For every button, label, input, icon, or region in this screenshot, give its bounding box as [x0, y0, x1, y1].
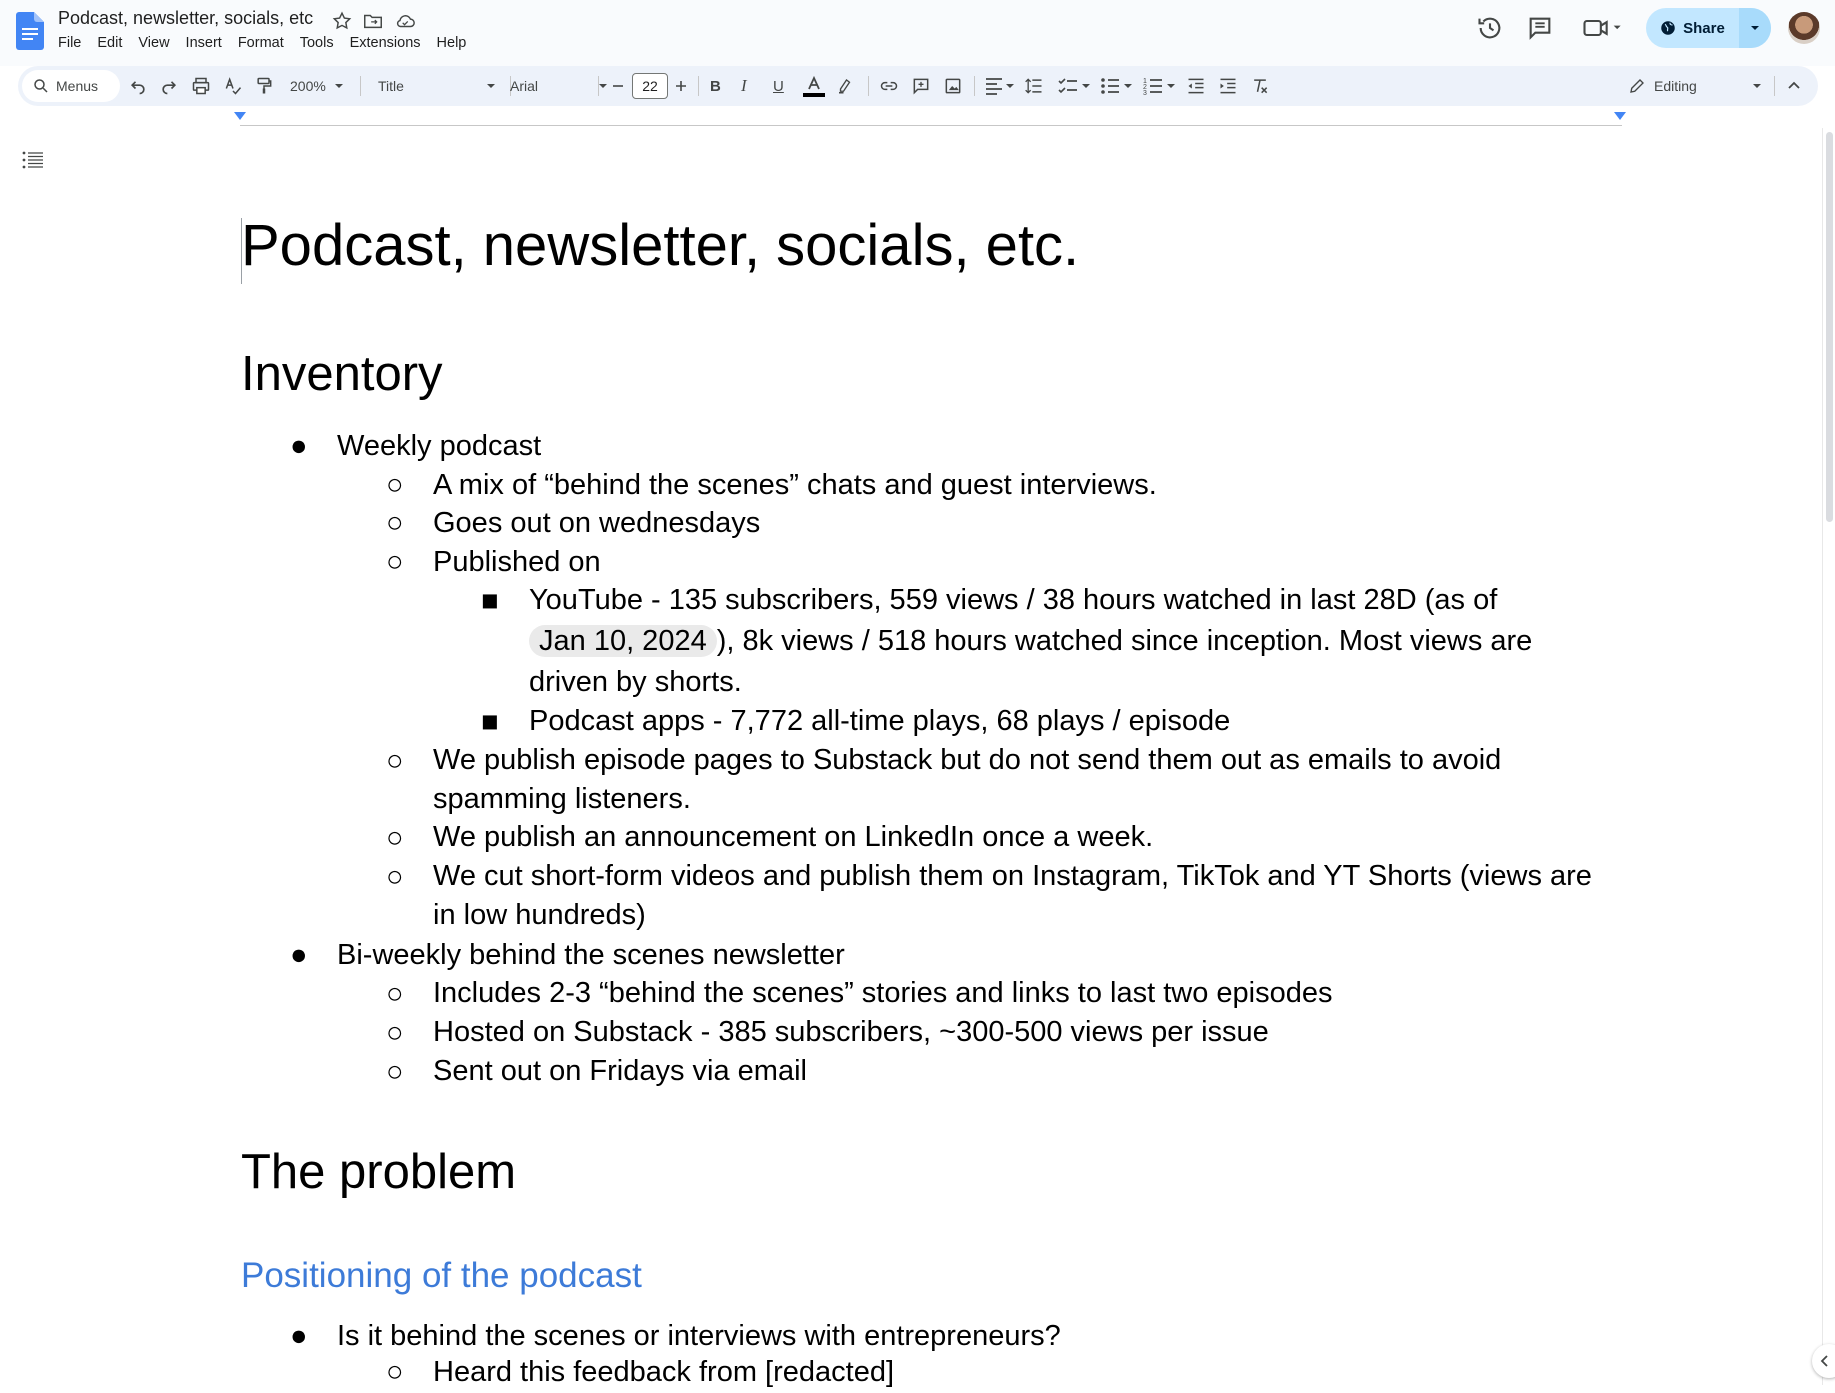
meet-icon[interactable]	[1580, 14, 1624, 42]
caret-down-icon	[1749, 22, 1761, 34]
left-indent-marker[interactable]	[234, 112, 246, 120]
bullet-circle: ○	[386, 469, 404, 501]
bullet-disc: ●	[290, 430, 308, 462]
bulleted-list-icon[interactable]	[1100, 66, 1134, 106]
move-folder-icon[interactable]	[362, 10, 384, 32]
menu-view[interactable]: View	[138, 35, 170, 51]
side-panel-toggle-button[interactable]	[1812, 1344, 1835, 1378]
pencil-icon	[1628, 77, 1646, 95]
font-value: Arial	[510, 78, 539, 94]
italic-icon[interactable]: I	[741, 76, 747, 95]
share-main[interactable]	[1646, 8, 1738, 48]
menu-bar	[58, 35, 482, 51]
list-item[interactable]: We cut short-form videos and publish them on Instagram, TikTok and YT Shorts (views are	[433, 860, 1592, 892]
search-icon	[32, 77, 50, 95]
bullet-circle: ○	[386, 507, 404, 539]
zoom-value: 200%	[290, 78, 326, 94]
bullet-circle: ○	[386, 1017, 404, 1049]
list-item[interactable]: Published on	[433, 546, 601, 578]
scrollbar-thumb[interactable]	[1826, 132, 1833, 522]
underline-icon[interactable]: U	[773, 77, 784, 95]
list-item-continuation[interactable]: spamming listeners.	[433, 783, 691, 815]
line-spacing-icon[interactable]	[1024, 66, 1044, 106]
style-value: Title	[378, 78, 404, 94]
caret-down-icon	[1752, 81, 1762, 91]
undo-icon[interactable]	[128, 66, 148, 106]
heading-inventory[interactable]: Inventory	[241, 347, 443, 401]
list-item[interactable]: Bi-weekly behind the scenes newsletter	[337, 939, 845, 971]
list-item[interactable]: Heard this feedback from [redacted]	[433, 1356, 895, 1388]
menu-extensions[interactable]: Extensions	[349, 35, 421, 51]
increase-font-size-icon[interactable]	[673, 66, 689, 106]
increase-indent-icon[interactable]	[1218, 66, 1238, 106]
globe-icon	[1659, 19, 1677, 37]
separator	[698, 76, 699, 96]
app-header	[0, 0, 1835, 66]
toolbar	[18, 66, 1818, 106]
share-dropdown[interactable]	[1739, 8, 1771, 48]
search-placeholder: Menus	[56, 78, 99, 94]
bullet-square: ■	[481, 706, 499, 738]
list-item[interactable]: We publish an announcement on LinkedIn once a week.	[433, 821, 1154, 853]
document-outline-icon[interactable]	[22, 150, 44, 170]
chevron-left-icon	[1820, 1355, 1830, 1367]
list-item[interactable]: YouTube - 135 subscribers, 559 views / 38 hours watched in last 28D (as of	[529, 584, 1498, 616]
menu-edit[interactable]: Edit	[97, 35, 123, 51]
text-span: ), 8k views / 518 hours watched since inception. Most views are	[716, 625, 1533, 657]
collapse-menus-icon[interactable]	[1786, 66, 1802, 106]
share-label: Share	[1683, 19, 1725, 37]
list-item[interactable]: Is it behind the scenes or interviews with entrepreneurs?	[337, 1320, 1061, 1352]
print-icon[interactable]	[191, 66, 211, 106]
search-menus-input[interactable]	[22, 70, 120, 102]
bullet-circle: ○	[386, 745, 404, 777]
list-item[interactable]: Hosted on Substack - 385 subscribers, ~300-500 views per issue	[433, 1016, 1269, 1048]
list-item[interactable]: We publish episode pages to Substack but do not send them out as emails to avoid	[433, 744, 1502, 776]
bold-icon[interactable]: B	[710, 77, 721, 95]
version-history-icon[interactable]	[1476, 14, 1504, 42]
separator	[360, 76, 361, 96]
caret-down-icon	[486, 81, 496, 91]
list-item[interactable]: Sent out on Fridays via email	[433, 1055, 807, 1087]
comments-icon[interactable]	[1526, 14, 1554, 42]
add-comment-icon[interactable]	[911, 66, 931, 106]
bullet-circle: ○	[386, 1056, 404, 1088]
menu-help[interactable]: Help	[436, 35, 467, 51]
document-heading-title[interactable]: Podcast, newsletter, socials, etc.	[241, 213, 1080, 278]
spellcheck-icon[interactable]	[223, 66, 243, 106]
list-item[interactable]: A mix of “behind the scenes” chats and guest interviews.	[433, 469, 1157, 501]
star-icon[interactable]	[331, 10, 353, 32]
numbered-list-icon[interactable]	[1143, 66, 1177, 106]
docs-logo-icon[interactable]	[16, 12, 44, 50]
list-item[interactable]: Podcast apps - 7,772 all-time plays, 68 plays / episode	[529, 705, 1231, 737]
list-item[interactable]: Goes out on wednesdays	[433, 507, 761, 539]
bullet-circle: ○	[386, 822, 404, 854]
svg-text:2: 2	[1143, 84, 1147, 91]
document-title[interactable]: Podcast, newsletter, socials, etc	[58, 8, 314, 28]
decrease-font-size-icon[interactable]	[610, 66, 626, 106]
menu-format[interactable]: Format	[237, 35, 284, 51]
avatar[interactable]	[1788, 12, 1820, 44]
caret-down-icon	[334, 81, 344, 91]
date-chip[interactable]: Jan 10, 2024	[529, 625, 717, 657]
editing-mode-select[interactable]	[1628, 66, 1772, 106]
text-color-icon[interactable]	[803, 66, 825, 106]
svg-text:3: 3	[1143, 90, 1147, 96]
cloud-saved-icon[interactable]	[394, 10, 416, 32]
separator	[868, 76, 869, 96]
font-select[interactable]	[510, 66, 608, 106]
menu-insert[interactable]: Insert	[185, 35, 222, 51]
style-select[interactable]	[378, 66, 496, 106]
list-item[interactable]: Includes 2-3 “behind the scenes” stories and links to last two episodes	[433, 977, 1333, 1009]
checklist-icon[interactable]	[1058, 66, 1092, 106]
svg-text:1: 1	[1143, 78, 1147, 85]
list-item-continuation[interactable]: driven by shorts.	[529, 666, 742, 698]
zoom-select[interactable]	[290, 66, 344, 106]
subheading-positioning[interactable]: Positioning of the podcast	[241, 1256, 642, 1295]
clear-formatting-icon[interactable]	[1250, 66, 1270, 106]
editing-mode-label: Editing	[1654, 78, 1697, 94]
menu-file[interactable]: File	[58, 35, 82, 51]
insert-image-icon[interactable]	[943, 66, 963, 106]
highlight-icon[interactable]	[836, 66, 854, 106]
right-indent-marker[interactable]	[1614, 112, 1626, 120]
redo-icon[interactable]	[159, 66, 179, 106]
share-button[interactable]	[1646, 8, 1771, 48]
bullet-square: ■	[481, 585, 499, 617]
paint-format-icon[interactable]	[254, 66, 274, 106]
bullet-disc: ●	[290, 939, 308, 971]
separator	[1774, 76, 1775, 96]
bullet-circle: ○	[386, 978, 404, 1010]
bullet-disc: ●	[290, 1320, 308, 1352]
menu-tools[interactable]: Tools	[299, 35, 334, 51]
list-item[interactable]: Weekly podcast	[337, 430, 542, 462]
ruler-line	[240, 125, 1622, 126]
list-item-continuation[interactable]	[529, 621, 1532, 662]
bullet-circle: ○	[386, 546, 404, 578]
caret-down-icon	[598, 81, 608, 91]
link-icon[interactable]	[878, 66, 900, 106]
separator	[974, 76, 975, 96]
heading-the-problem[interactable]: The problem	[241, 1145, 517, 1199]
separator	[598, 76, 599, 96]
font-size-input[interactable]: 22	[632, 73, 668, 99]
ruler	[0, 108, 1822, 128]
bullet-circle: ○	[386, 861, 404, 893]
bullet-circle: ○	[386, 1356, 404, 1388]
decrease-indent-icon[interactable]	[1186, 66, 1206, 106]
list-item-continuation[interactable]: in low hundreds)	[433, 899, 646, 931]
align-icon[interactable]	[984, 66, 1016, 106]
